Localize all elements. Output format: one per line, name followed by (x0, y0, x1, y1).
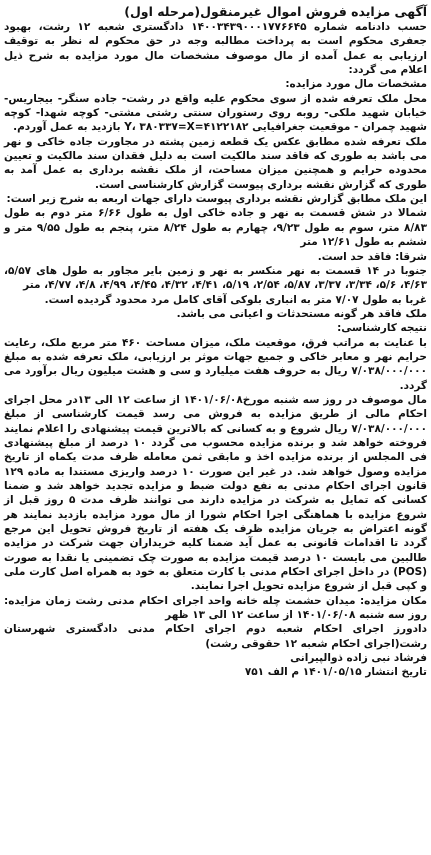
west-boundary: غربا به طول ۷/۰۷ متر به انباری بلوکی آقای کامل مرد محدود گردیده است. (44, 293, 427, 306)
no-building-note: ملک فاقد هر گونه مستحدثات و اعیانی می باشد. (176, 307, 427, 320)
enforcement-officer: دادورز اجرای احکام شعبه دوم اجرای احکام مدنی دادگستری شهرستان رشت(اجرای احکام شعبه ۱۲ حقوقی رشت) (4, 623, 427, 650)
auction-venue: مکان مزایده: میدان حشمت چله خانه واحد اجرای احکام مدنی رشت زمان مزایده: روز سه شنبه ۱۴۰۱/۰۶/۰۸ از ساعت ۱۲ الی ۱۳ ظهر (4, 594, 427, 622)
property-specs-heading: مشخصات مال مورد مزایده: (285, 78, 427, 91)
officer-name: فرشاد نبی زاده ذوالپیرانی (290, 652, 427, 665)
property-location: محل ملک تعرفه شده از سوی محکوم علیه واقع در رشت- جاده سنگر- بیجاریس- خیابان شهید ملکی- روبه روی رستوران سنتی رشتی مشتی- کوچه شهدا- کوچه شهید چمران - موقعیت جغرافیایی ۴۱۲۲۱۸۲=Y، ۳۸۰۳۳۷=X بازدید به عمل آوردم. (4, 92, 427, 134)
boundaries-intro: این ملک مطابق گزارش نقشه برداری پیوست دارای جهات اربعه به شرح زیر است: (6, 193, 427, 206)
property-description: ملک تعرفه شده مطابق عکس یک قطعه زمین پشته در مجاورت جاده خاکی و نهر می باشد به طوری که فاقد سند مالکیت است به دلیل فقدان سند مالکیت و تعیین محدوده حرایم و همچنین میزان مساحت، از ملک نقشه برداری به عمل آمد به طوری که گزارش نقشه برداری پیوست گزارش کارشناسی است. (4, 135, 427, 191)
notice-title: آگهی مزایده فروش اموال غیرمنقول(مرحله اول) (124, 4, 427, 19)
notice-intro: حسب دادنامه شماره ۱۴۰۰۳۴۳۹۰۰۰۱۷۷۶۶۴۵ دادگستری شعبه ۱۲ رشت، بهبود جعفری محکوم است به پرداخت مطالبه وجه در حق محکوم له نظر به توقیف ارزیابی به عمل آمده از مال موصوف مشخصات مال مورد مزایده به شرح ذیل اعلام می گردد: (4, 21, 428, 77)
south-boundary: جنوبا در ۱۴ قسمت به نهر منکسر به نهر و زمین بایر مجاور به طول های ۵/۵۷، ۴/۶۳، ۵/۶، ۳/۳۴، ۳/۳۷، ۵/۸۷، ۲/۵۴، ۵/۱۹، ۴/۴۱، ۴/۳۲، ۴/۴۵، ۴/۹۹، ۴/۸، ۴/۷۷، متر (4, 264, 427, 292)
expert-conclusion-heading: نتیجه کارشناسی: (337, 322, 427, 335)
expert-conclusion: با عنایت به مراتب فرق، موقعیت ملک، میزان مساحت ۴۶۰ متر مربع ملک، رعایت حرایم نهر و معابر خاکی و جمیع جهات موثر بر ارزیابی، ملک تعرفه شده به مبلغ ۷/۰۳۸/۰۰۰/۰۰۰ ریال به حروف هفت میلیارد و سی و هشت میلیون ریال برآورد می گردد. (4, 336, 427, 392)
east-boundary: شرقا: فاقد حد است. (317, 250, 427, 263)
north-boundary: شمالا در شش قسمت به نهر و جاده خاکی اول به طول ۶/۶۶ متر دوم به طول ۸/۸۳ متر، سوم به طول ۹/۲۳، چهارم به طول ۸/۲۴ متر، پنجم به طول ۹/۵۵ متر و ششم به طول ۱۲/۶۱ متر (4, 207, 427, 249)
auction-terms: مال موصوف در روز سه شنبه مورخ۱۴۰۱/۰۶/۰۸ از ساعت ۱۲ الی ۱۳در محل اجرای احکام مالی از طریق مزایده به فروش می رسد قیمت کارشناسی از مبلغ ۷/۰۳۸/۰۰۰/۰۰۰ ریال شروع و به کسانی که بالاترین قیمت پیشنهادی را اعلام نمایند فروخته خواهد شد و برنده مزایده محسوب می گردد ۱۰ درصد از مبلغ پیشنهادی فی المجلس از برنده مزایده اخذ و مابقی ثمن معامله ظرف مدت یکماه از تاریخ مزایده وصول خواهد شد. در غیر این صورت ۱۰ درصد واریزی مستندا به ماده ۱۲۹ قانون اجرای احکام مدنی به نفع دولت ضبط و مزایده تجدید خواهد شد و ضمنا کسانی که تمایل به شرکت در مزایده دارند می توانند ظرف مدت ۵ روز قبل از شروع مزایده با هماهنگی اجرا احکام شورا از مال مورد مزایده بازدید نمایند هر گونه اعتراض به جریان مزایده ظرف یک هفته از تاریخ فروش تحویل این مرجع گردد تا اقدامات قانونی به عمل آید ضمنا کلیه خریداران جهت شرکت در مزایده طالبین می بایست ۱۰ درصد قیمت مزایده به صورت چک تضمینی یا نقدا به صورت (POS) در داخل اجرای احکام مدنی با کارت متعلق به خود به همراه اصل کارت ملی و کپی قبل از شروع مزایده تحویل اجرا نمایند. (4, 393, 428, 593)
publish-date: تاریخ انتشار ۱۴۰۱/۰۵/۱۵ م الف ۷۵۱ (244, 666, 427, 679)
